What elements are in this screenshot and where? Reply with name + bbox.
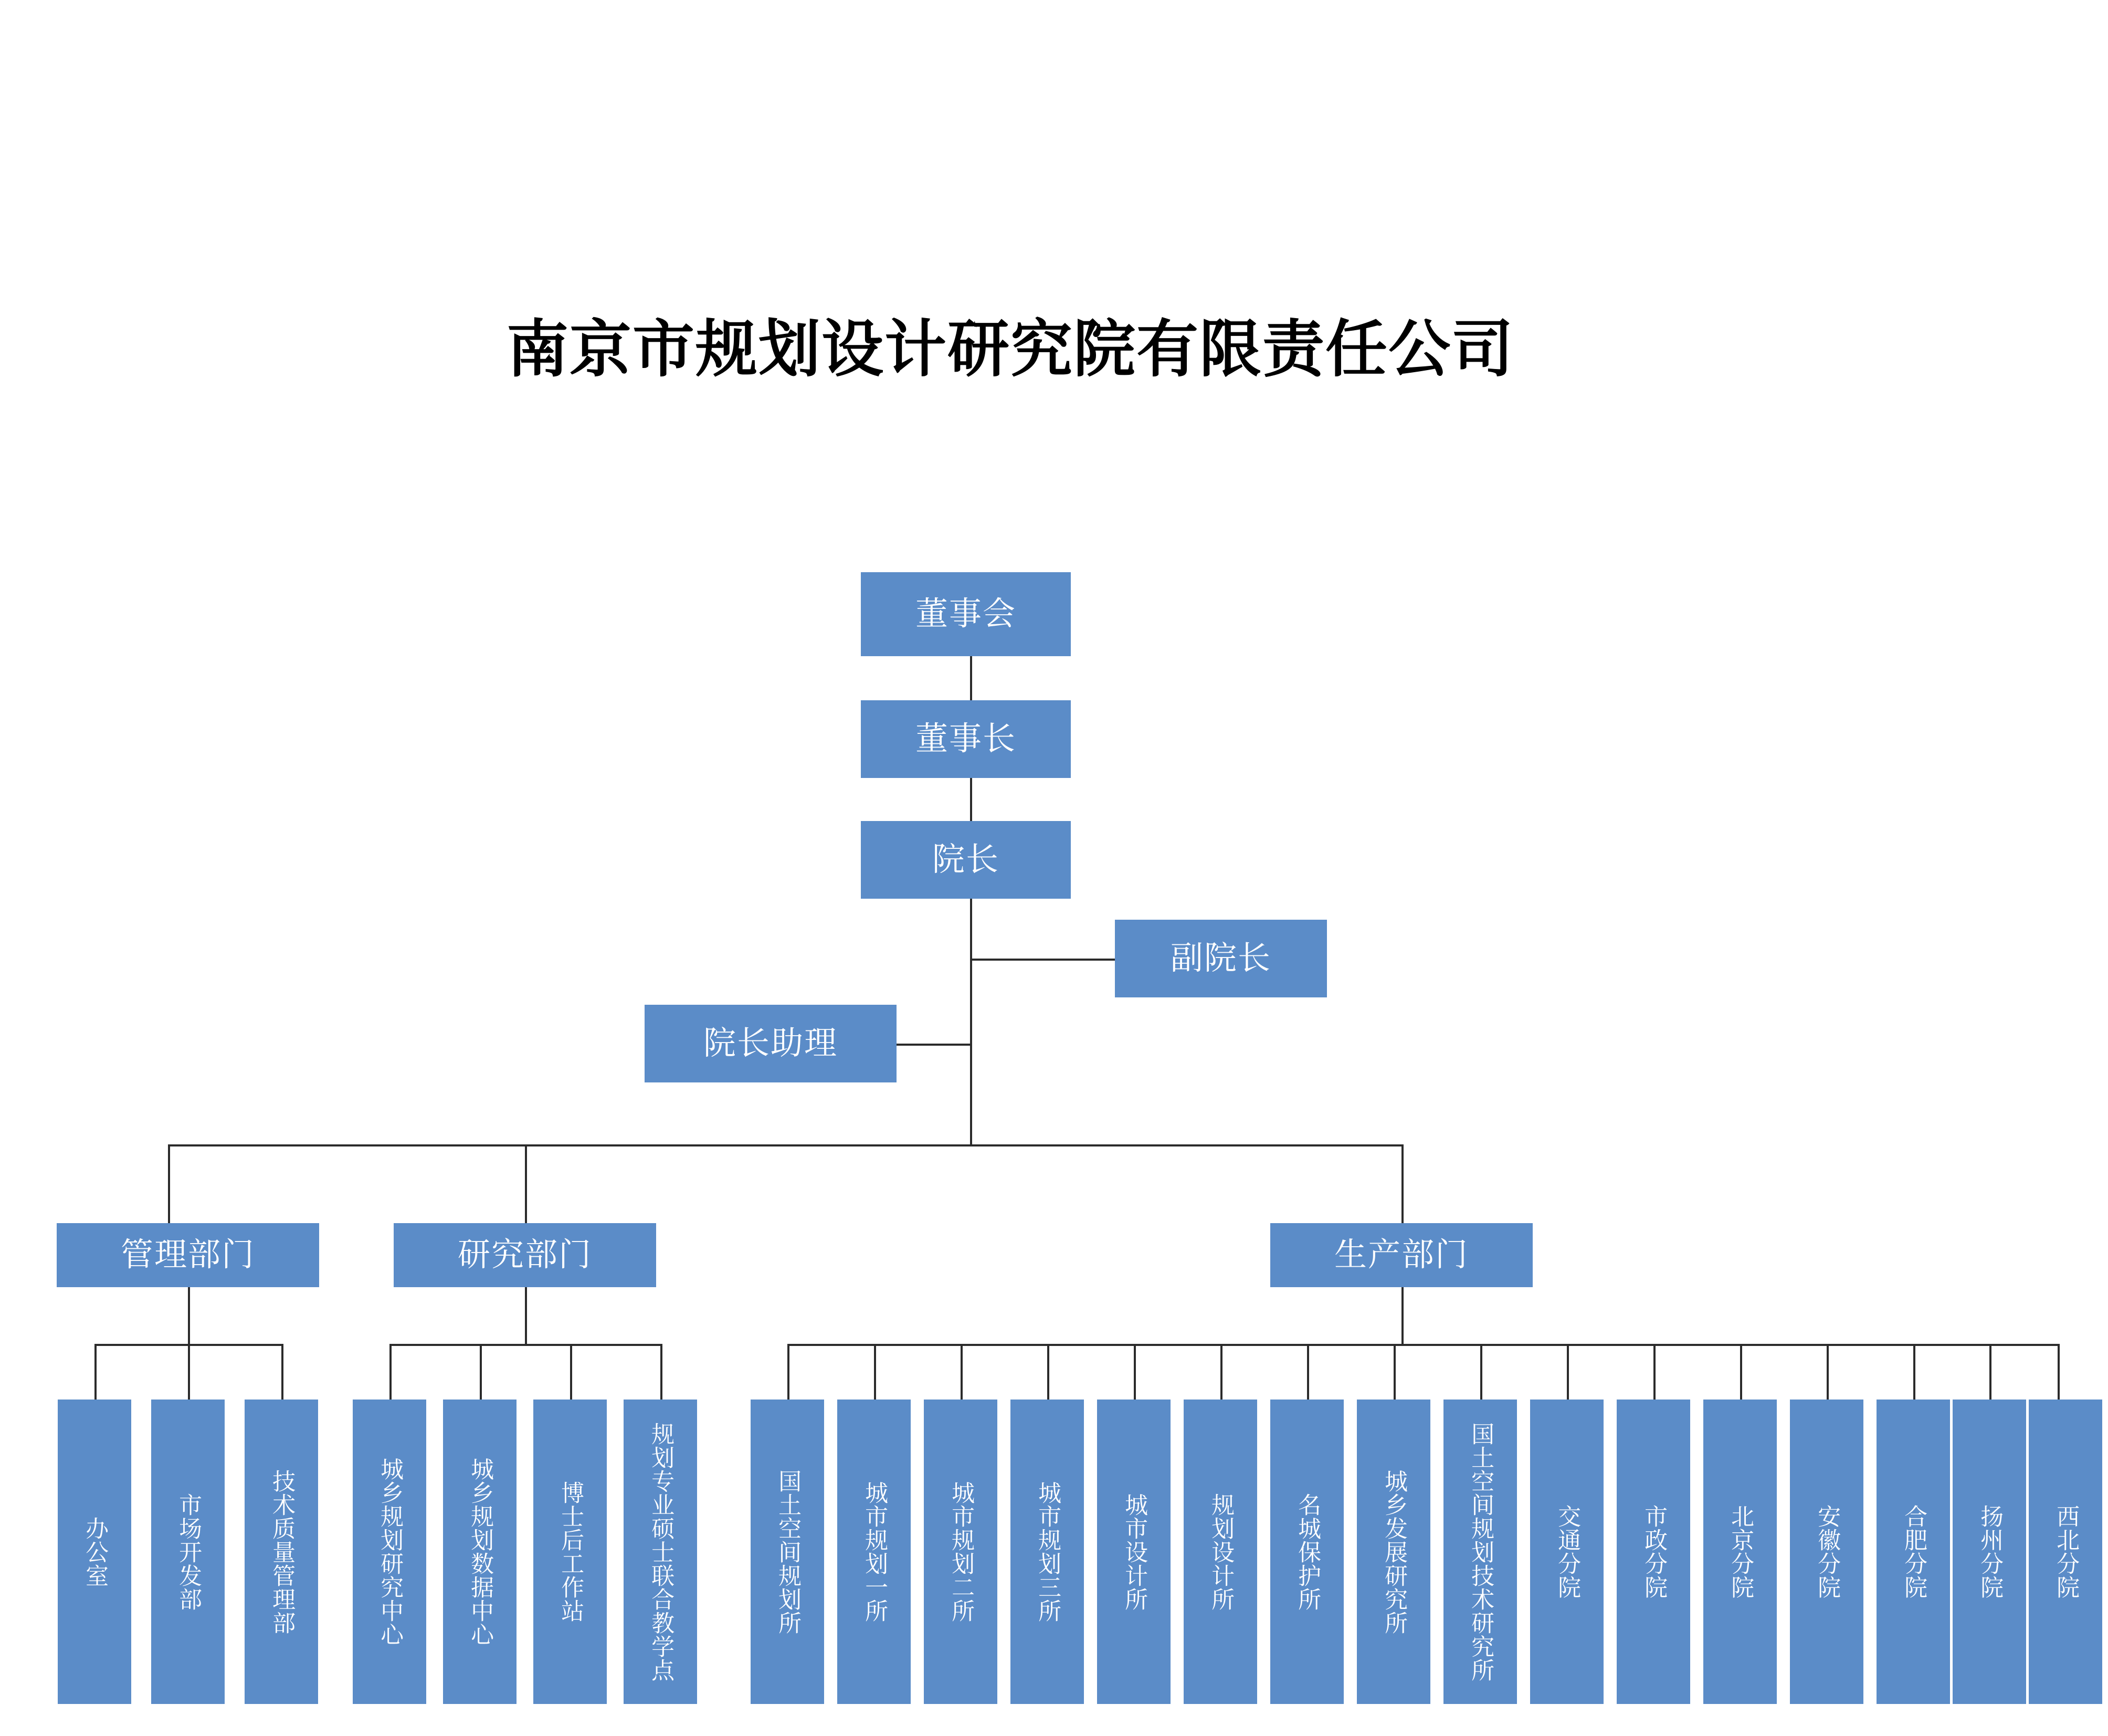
node-urban-planning-institute-1[interactable]: 城市规划一所	[837, 1400, 911, 1704]
connector-research-child-1	[389, 1344, 392, 1400]
node-management-dept[interactable]: 管理部门	[57, 1223, 319, 1287]
node-yangzhou-branch[interactable]: 扬州分院	[1953, 1400, 2026, 1704]
connector-management-child-3	[281, 1344, 283, 1400]
connector-management-child-1	[94, 1344, 97, 1400]
connector-president-assistant	[897, 1044, 971, 1046]
node-territorial-spatial-planning-tech-research[interactable]: 国土空间规划技术研究所	[1443, 1400, 1517, 1704]
connector-president-trunk	[970, 899, 972, 1145]
connector-level5-drop-research	[525, 1144, 527, 1223]
connector-production-stem	[1401, 1287, 1404, 1345]
page-title: 南京市规划设计研究院有限责任公司	[506, 315, 1514, 384]
connector-level5-drop-production	[1401, 1144, 1404, 1223]
connector-production-child-7	[1307, 1344, 1309, 1400]
node-northwest-branch[interactable]: 西北分院	[2029, 1400, 2102, 1704]
connector-research-child-4	[660, 1344, 662, 1400]
node-chairman[interactable]: 董事长	[861, 700, 1071, 778]
connector-research-child-2	[480, 1344, 482, 1400]
connector-research-stem	[525, 1287, 527, 1345]
node-tech-quality-management[interactable]: 技术质量管理部	[245, 1400, 318, 1704]
connector-production-child-8	[1394, 1344, 1396, 1400]
connector-production-child-11	[1653, 1344, 1656, 1400]
node-transportation-branch[interactable]: 交通分院	[1530, 1400, 1604, 1704]
connector-production-child-5	[1134, 1344, 1136, 1400]
connector-vice-president	[970, 959, 1115, 961]
connector-production-bar	[787, 1344, 2058, 1346]
connector-production-child-1	[787, 1344, 789, 1400]
node-vice-president[interactable]: 副院长	[1115, 920, 1327, 997]
connector-research-child-3	[570, 1344, 572, 1400]
connector-research-bar	[389, 1344, 660, 1346]
connector-production-child-4	[1047, 1344, 1049, 1400]
connector-level5-drop-management	[168, 1144, 170, 1223]
connector-production-child-15	[1989, 1344, 1991, 1400]
node-president[interactable]: 院长	[861, 821, 1071, 899]
connector-level5-bar	[168, 1144, 1403, 1146]
node-hefei-branch[interactable]: 合肥分院	[1877, 1400, 1950, 1704]
node-territorial-spatial-planning-institute[interactable]: 国土空间规划所	[751, 1400, 824, 1704]
node-urban-rural-planning-research-center[interactable]: 城乡规划研究中心	[353, 1400, 426, 1704]
node-market-development[interactable]: 市场开发部	[151, 1400, 225, 1704]
connector-production-child-2	[874, 1344, 876, 1400]
connector-production-child-3	[961, 1344, 963, 1400]
node-urban-planning-institute-3[interactable]: 城市规划三所	[1010, 1400, 1084, 1704]
connector-production-child-13	[1827, 1344, 1829, 1400]
connector-management-stem	[188, 1287, 190, 1345]
connector-production-child-16	[2058, 1344, 2060, 1400]
connector-production-child-9	[1480, 1344, 1482, 1400]
connector-production-child-10	[1567, 1344, 1569, 1400]
connector-production-child-12	[1740, 1344, 1742, 1400]
node-planning-design-institute[interactable]: 规划设计所	[1184, 1400, 1257, 1704]
node-urban-rural-planning-data-center[interactable]: 城乡规划数据中心	[443, 1400, 517, 1704]
node-planning-master-joint-teaching[interactable]: 规划专业硕士联合教学点	[624, 1400, 697, 1704]
node-office[interactable]: 办公室	[58, 1400, 131, 1704]
node-board[interactable]: 董事会	[861, 572, 1071, 656]
node-anhui-branch[interactable]: 安徽分院	[1790, 1400, 1863, 1704]
node-urban-planning-institute-2[interactable]: 城市规划二所	[924, 1400, 997, 1704]
connector-management-child-2	[188, 1344, 190, 1400]
connector-board-chairman	[970, 656, 972, 700]
node-beijing-branch[interactable]: 北京分院	[1703, 1400, 1777, 1704]
connector-chairman-president	[970, 778, 972, 821]
node-president-assistant[interactable]: 院长助理	[645, 1005, 897, 1082]
node-municipal-branch[interactable]: 市政分院	[1617, 1400, 1690, 1704]
node-production-dept[interactable]: 生产部门	[1270, 1223, 1533, 1287]
node-research-dept[interactable]: 研究部门	[394, 1223, 656, 1287]
node-urban-rural-development-research-institute[interactable]: 城乡发展研究所	[1357, 1400, 1430, 1704]
connector-production-child-14	[1913, 1344, 1915, 1400]
node-famous-city-protection-institute[interactable]: 名城保护所	[1270, 1400, 1344, 1704]
connector-production-child-6	[1220, 1344, 1222, 1400]
node-urban-design-institute[interactable]: 城市设计所	[1097, 1400, 1171, 1704]
node-postdoctoral-workstation[interactable]: 博士后工作站	[533, 1400, 607, 1704]
